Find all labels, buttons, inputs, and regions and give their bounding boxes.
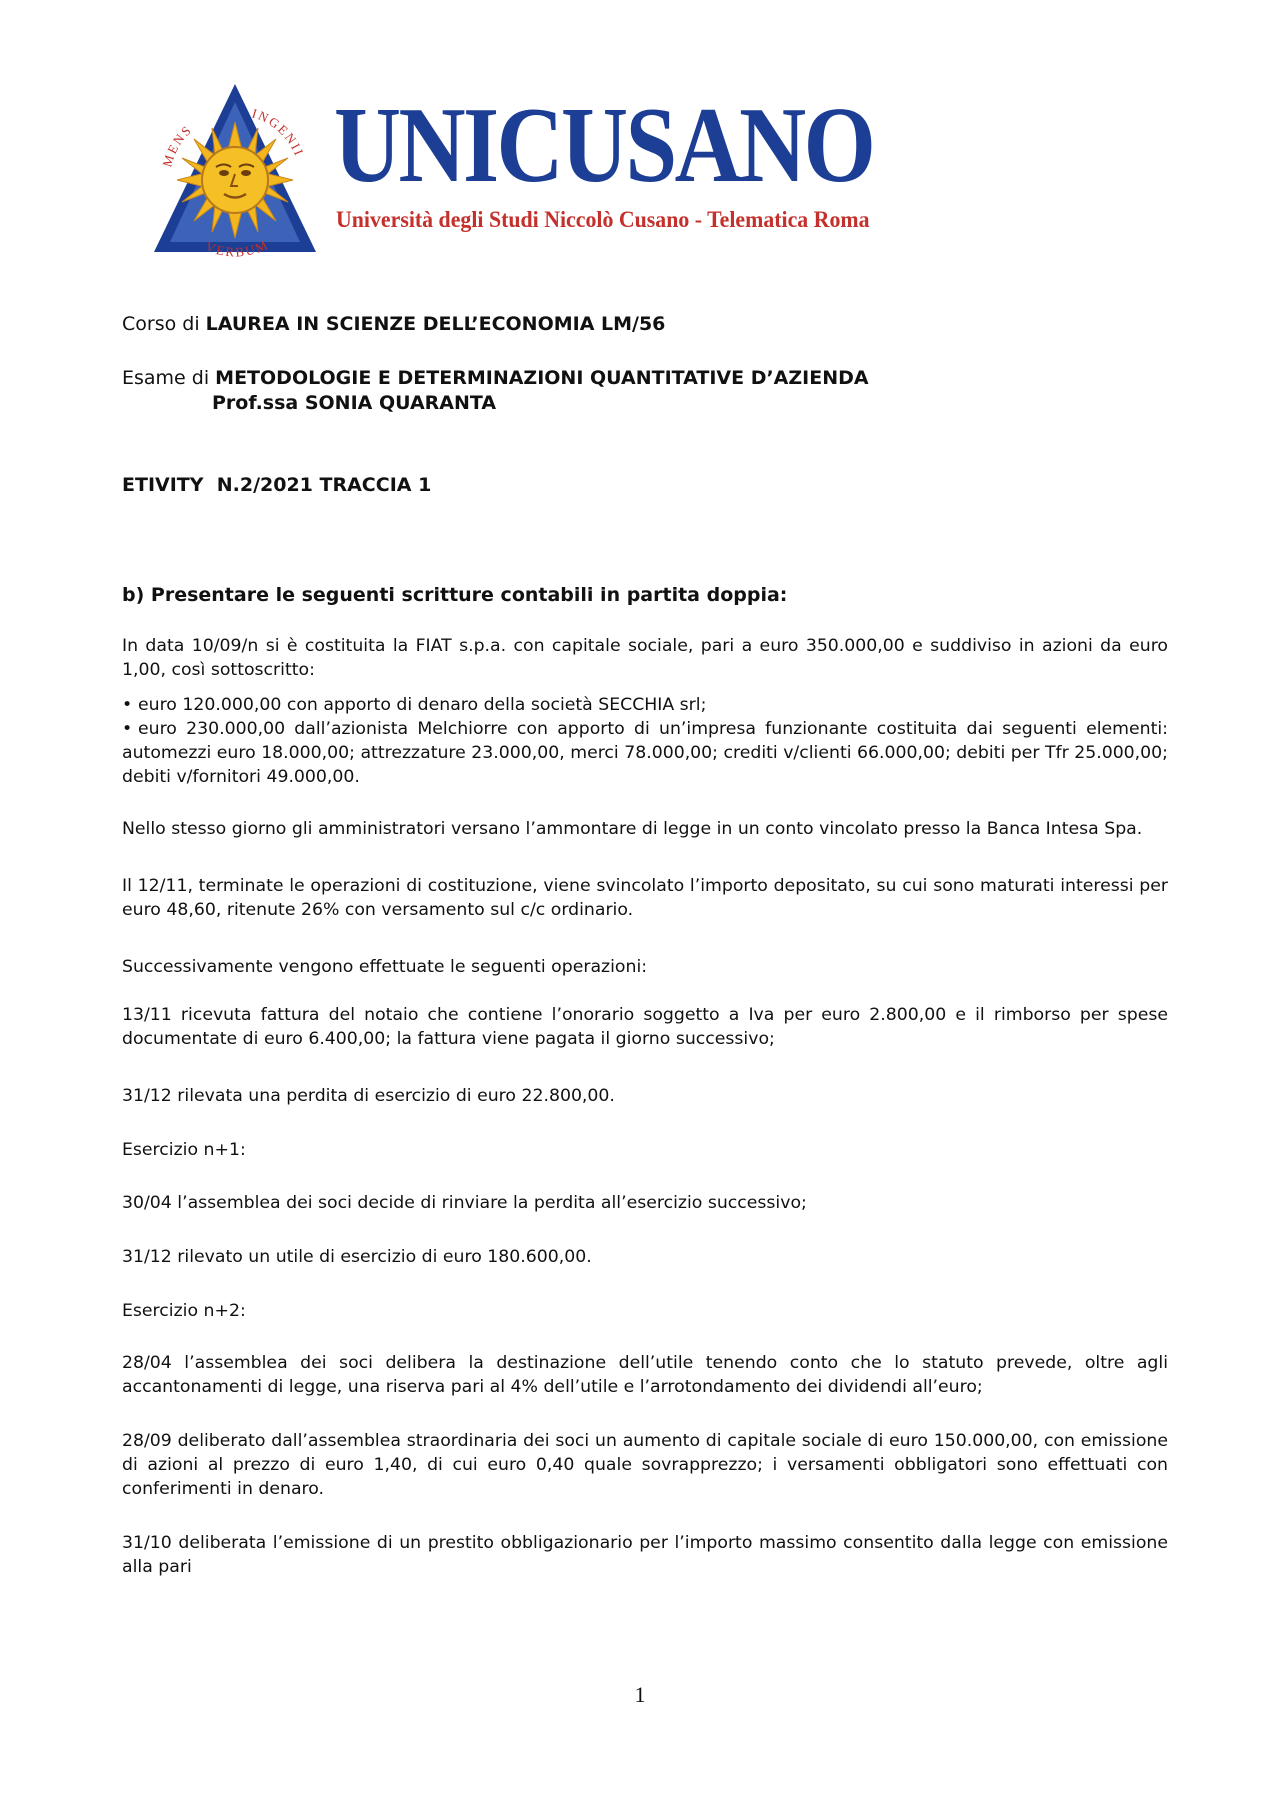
svg-text:VERBUM: VERBUM	[203, 236, 272, 260]
svg-text:INGENII: INGENII	[250, 105, 308, 160]
list-item	[122, 717, 1168, 789]
paragraph-perdita	[122, 1084, 1168, 1108]
bullet-symbol: •	[122, 719, 133, 739]
paragraph-utile	[122, 1245, 1168, 1269]
paragraph-costituzione	[122, 634, 1168, 682]
paragraph-text: 30/04 l’assemblea dei soci decide di rinviare la perdita all’esercizio successivo;	[122, 1193, 807, 1213]
page-number: 1	[634, 1682, 646, 1707]
paragraph-prestito	[122, 1531, 1168, 1579]
paragraph-text: Esercizio n+1:	[122, 1140, 246, 1160]
course-line	[122, 312, 665, 336]
list-item-text: euro 120.000,00 con apporto di denaro della società SECCHIA srl;	[138, 695, 707, 715]
paragraph-text: Esercizio n+2:	[122, 1301, 246, 1321]
paragraph-text: Successivamente vengono effettuate le seguenti operazioni:	[122, 957, 648, 977]
svg-text:MENS: MENS	[159, 121, 196, 169]
paragraph-text: Il 12/11, terminate le operazioni di costituzione, viene svincolato l’importo depositato, su cui sono maturati interessi per euro 48,60, ritenute 26% con versamento sul c/c ordinario.	[122, 876, 1168, 920]
paragraph-text: 31/12 rilevata una perdita di esercizio di euro 22.800,00.	[122, 1086, 615, 1106]
bullet-symbol: •	[122, 695, 133, 715]
paragraph-text: 13/11 ricevuta fattura del notaio che contiene l’onorario soggetto a Iva per euro 2.800,00 e il rimborso per spese documentate di euro 6.400,00; la fattura viene pagata il giorno successivo;	[122, 1005, 1168, 1049]
list-item	[122, 693, 1168, 717]
paragraph-aumento-capitale	[122, 1429, 1168, 1501]
paragraph-text: In data 10/09/n si è costituita la FIAT s.p.a. con capitale sociale, pari a euro 350.000,00 e suddiviso in azioni da euro 1,00, così sottoscritto:	[122, 636, 1168, 680]
bullet-list	[122, 693, 1168, 789]
paragraph-deposito	[122, 817, 1168, 841]
university-emblem-logo	[150, 80, 320, 265]
paragraph-text: 31/12 rilevato un utile di esercizio di euro 180.600,00.	[122, 1247, 592, 1267]
exam-prefix: Esame di	[122, 367, 216, 389]
section-heading: b) Presentare le seguenti scritture contabili in partita doppia:	[122, 584, 788, 606]
paragraph-svincolo	[122, 874, 1168, 922]
university-name: UNICUSANO	[334, 86, 874, 205]
university-subtitle: Università degli Studi Niccolò Cusano - Telematica Roma	[336, 207, 870, 232]
paragraph-text: 28/09 deliberato dall’assemblea straordinaria dei soci un aumento di capitale sociale di euro 150.000,00, con emissione di azioni al prezzo di euro 1,40, di cui euro 0,40 quale sovrapprezzo; i versamenti obbligatori sono effettuati con conferimenti in denaro.	[122, 1431, 1168, 1499]
paragraph-text: 31/10 deliberata l’emissione di un prestito obbligazionario per l’importo massimo consentito dalla legge con emissione alla pari	[122, 1533, 1168, 1577]
paragraph-text: Nello stesso giorno gli amministratori versano l’ammontare di legge in un conto vincolato presso la Banca Intesa Spa.	[122, 819, 1143, 839]
paragraph-notaio	[122, 1003, 1168, 1051]
professor-name: Prof.ssa SONIA QUARANTA	[212, 392, 497, 414]
paragraph-esercizio-n2	[122, 1299, 1168, 1323]
exam-line	[122, 366, 869, 390]
list-item-text: euro 230.000,00 dall’azionista Melchiorre con apporto di un’impresa funzionante costituita dai seguenti elementi: automezzi euro 18.000,00; attrezzature 23.000,00, merci 78.000,00; crediti v/clienti 66.000,00; debiti per Tfr 25.000,00; debiti v/fornitori 49.000,00.	[122, 719, 1168, 787]
exam-name: METODOLOGIE E DETERMINAZIONI QUANTITATIVE D’AZIENDA	[215, 367, 869, 389]
assignment-title: ETIVITY N.2/2021 TRACCIA 1	[122, 474, 432, 496]
paragraph-operazioni	[122, 955, 1168, 979]
paragraph-destinazione-utile	[122, 1351, 1168, 1399]
paragraph-rinvio	[122, 1191, 1168, 1215]
course-name: LAUREA IN SCIENZE DELL’ECONOMIA LM/56	[205, 313, 666, 335]
paragraph-text: 28/04 l’assemblea dei soci delibera la destinazione dell’utile tenendo conto che lo statuto prevede, oltre agli accantonamenti di legge, una riserva pari al 4% dell’utile e l’arrotondamento dei dividendi all’euro;	[122, 1353, 1168, 1397]
course-prefix: Corso di	[122, 313, 206, 335]
paragraph-esercizio-n1	[122, 1138, 1168, 1162]
